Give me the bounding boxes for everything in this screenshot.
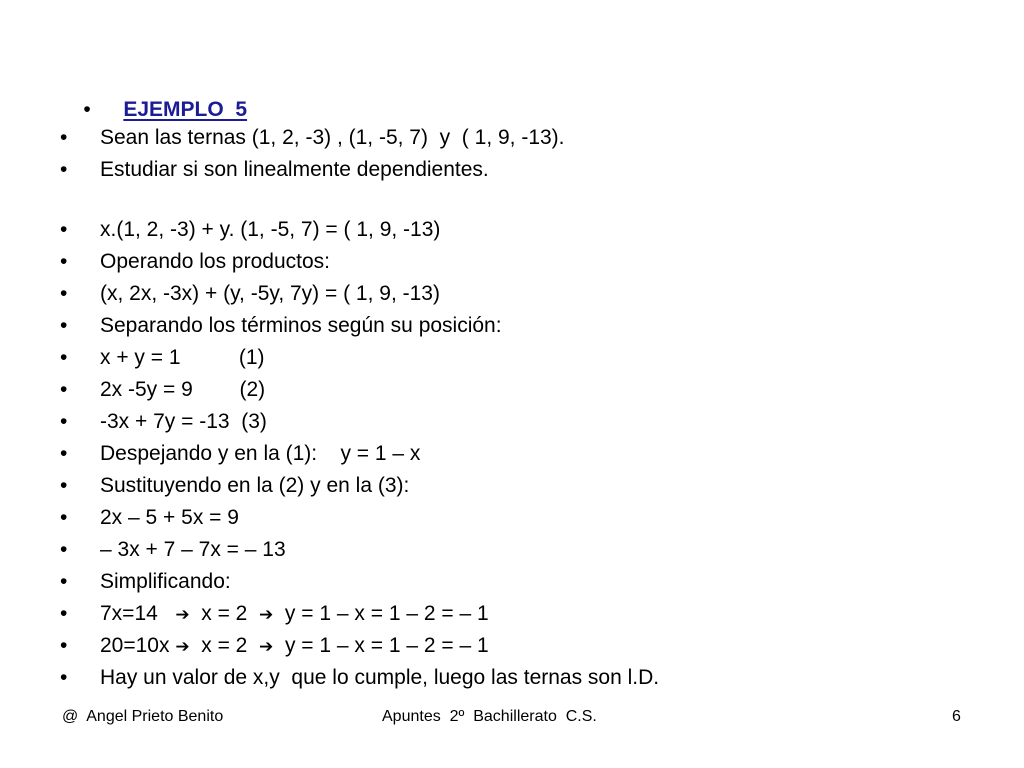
footer-author: @ Angel Prieto Benito bbox=[62, 708, 224, 725]
list-item: • 2x – 5 + 5x = 9 bbox=[60, 506, 239, 529]
list-item: • 2x -5y = 9 (2) bbox=[60, 378, 266, 401]
list-item: • Sean las ternas (1, 2, -3) , (1, -5, 7) y ( 1, 9, -13). bbox=[60, 126, 565, 149]
list-item: • Estudiar si son linealmente dependientes. bbox=[60, 158, 489, 181]
list-item: • Sustituyendo en la (2) y en la (3): bbox=[60, 474, 410, 497]
list-item: • -3x + 7y = -13 (3) bbox=[60, 410, 267, 433]
footer-course: Apuntes 2º Bachillerato C.S. bbox=[382, 708, 597, 725]
list-item: • Despejando y en la (1): y = 1 – x bbox=[60, 442, 421, 465]
list-item-conclusion: • Hay un valor de x,y que lo cumple, luego las ternas son l.D. bbox=[60, 666, 660, 689]
slide-title bbox=[60, 62, 248, 121]
list-item-result: • 20=10x ➔ x = 2 ➔ y = 1 – x = 1 – 2 = – 1 bbox=[60, 634, 489, 657]
title-text: EJEMPLO 5 bbox=[123, 98, 248, 121]
arrow-right-icon: ➔ bbox=[175, 605, 190, 625]
arrow-right-icon: ➔ bbox=[175, 637, 190, 657]
list-item: • x + y = 1 (1) bbox=[60, 346, 265, 369]
list-item: • (x, 2x, -3x) + (y, -5y, 7y) = ( 1, 9, -13) bbox=[60, 282, 440, 305]
list-item-result: • 7x=14 ➔ x = 2 ➔ y = 1 – x = 1 – 2 = – 1 bbox=[60, 602, 489, 625]
footer-page-number: 6 bbox=[952, 708, 961, 725]
list-item: • Operando los productos: bbox=[60, 250, 330, 273]
bullet: • bbox=[83, 98, 91, 121]
list-item: • Separando los términos según su posición: bbox=[60, 314, 502, 337]
arrow-right-icon: ➔ bbox=[259, 637, 274, 657]
list-item: • – 3x + 7 – 7x = – 13 bbox=[60, 538, 286, 561]
arrow-right-icon: ➔ bbox=[259, 605, 274, 625]
list-item: • Simplificando: bbox=[60, 570, 231, 593]
list-item: • x.(1, 2, -3) + y. (1, -5, 7) = ( 1, 9, -13) bbox=[60, 218, 441, 241]
